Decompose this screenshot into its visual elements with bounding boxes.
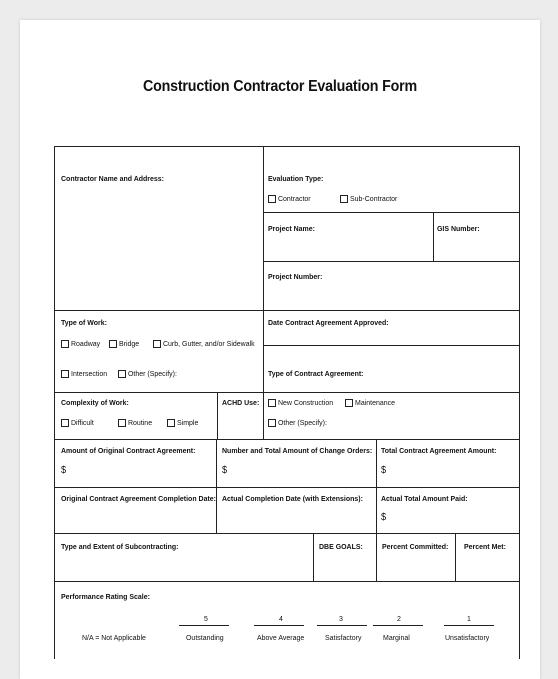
- row-divider: [55, 310, 519, 311]
- checkbox-intersection[interactable]: [61, 370, 69, 378]
- row-divider: [55, 581, 519, 582]
- checkbox-maintenance[interactable]: [345, 399, 353, 407]
- rating-score: 1: [467, 614, 471, 623]
- rating-score: 4: [279, 614, 283, 623]
- option-label: Intersection: [71, 369, 108, 378]
- option-label: Bridge: [119, 339, 140, 348]
- checkbox-roadway[interactable]: [61, 340, 69, 348]
- actual-completion-label: Actual Completion Date (with Extensions):: [222, 494, 363, 503]
- option-label: Sub-Contractor: [350, 194, 398, 203]
- col-divider: [376, 533, 377, 581]
- checkbox-other-work[interactable]: [118, 370, 126, 378]
- option-label: New Construction: [278, 398, 334, 407]
- actual-paid-value[interactable]: $: [381, 512, 387, 523]
- checkbox-contractor[interactable]: [268, 195, 276, 203]
- actual-paid-label: Actual Total Amount Paid:: [381, 494, 468, 503]
- total-amount-label: Total Contract Agreement Amount:: [381, 446, 497, 455]
- type-of-agreement-label: Type of Contract Agreement:: [268, 369, 364, 378]
- option-label: Roadway: [71, 339, 101, 348]
- rating-rule: [444, 625, 494, 626]
- rating-rule: [317, 625, 367, 626]
- rating-desc: Marginal: [383, 633, 410, 642]
- col-divider: [376, 439, 377, 533]
- amount-original-label: Amount of Original Contract Agreement:: [61, 446, 196, 455]
- total-amount-value[interactable]: $: [381, 465, 387, 476]
- form-title: Construction Contractor Evaluation Form: [142, 78, 418, 95]
- checkbox-subcontractor[interactable]: [340, 195, 348, 203]
- row-divider: [55, 533, 519, 534]
- rating-desc: Outstanding: [186, 633, 224, 642]
- rating-score: 3: [339, 614, 343, 623]
- gis-number-label: GIS Number:: [437, 224, 480, 233]
- rating-rule: [373, 625, 423, 626]
- row-divider: [55, 439, 519, 440]
- row-divider: [55, 392, 519, 393]
- col-divider: [455, 533, 456, 581]
- rating-scale-label: Performance Rating Scale:: [61, 592, 150, 601]
- percent-met-label: Percent Met:: [464, 542, 506, 551]
- row-divider: [55, 487, 519, 488]
- achd-use-label: ACHD Use:: [222, 398, 260, 407]
- original-completion-label: Original Contract Agreement Completion Date:: [61, 494, 217, 503]
- col-divider: [263, 147, 264, 439]
- rating-desc: Above Average: [257, 633, 305, 642]
- rating-score: 5: [204, 614, 208, 623]
- option-label: Curb, Gutter, and/or Sidewalk: [163, 339, 255, 348]
- option-label: Simple: [177, 418, 199, 427]
- option-label: Other (Specify):: [278, 418, 327, 427]
- date-approved-label: Date Contract Agreement Approved:: [268, 318, 389, 327]
- rating-rule: [254, 625, 304, 626]
- rating-desc: Satisfactory: [325, 633, 362, 642]
- option-label: Difficult: [71, 418, 94, 427]
- change-orders-label: Number and Total Amount of Change Orders:: [222, 446, 373, 455]
- checkbox-curb-gutter-sidewalk[interactable]: [153, 340, 161, 348]
- project-name-label: Project Name:: [268, 224, 315, 233]
- checkbox-routine[interactable]: [118, 419, 126, 427]
- row-divider: [263, 212, 519, 213]
- checkbox-other-agreement[interactable]: [268, 419, 276, 427]
- dbe-goals-label: DBE GOALS:: [319, 542, 363, 551]
- na-legend: N/A = Not Applicable: [82, 633, 146, 642]
- checkbox-difficult[interactable]: [61, 419, 69, 427]
- contractor-name-label: Contractor Name and Address:: [61, 174, 165, 183]
- rating-rule: [179, 625, 229, 626]
- project-number-label: Project Number:: [268, 272, 323, 281]
- subcontracting-label: Type and Extent of Subcontracting:: [61, 542, 179, 551]
- col-divider: [433, 212, 434, 261]
- evaluation-type-label: Evaluation Type:: [268, 174, 324, 183]
- rating-score: 2: [397, 614, 401, 623]
- checkbox-bridge[interactable]: [109, 340, 117, 348]
- col-divider: [217, 392, 218, 439]
- option-label: Routine: [128, 418, 153, 427]
- evaluation-form: [54, 146, 520, 659]
- checkbox-new-construction[interactable]: [268, 399, 276, 407]
- option-label: Other (Specify):: [128, 369, 177, 378]
- row-divider: [263, 345, 519, 346]
- col-divider: [216, 439, 217, 533]
- percent-committed-label: Percent Committed:: [382, 542, 449, 551]
- change-orders-value[interactable]: $: [222, 465, 228, 476]
- document-page: [20, 20, 540, 679]
- option-label: Maintenance: [355, 398, 396, 407]
- amount-original-value[interactable]: $: [61, 465, 67, 476]
- row-divider: [263, 261, 519, 262]
- type-of-work-label: Type of Work:: [61, 318, 107, 327]
- col-divider: [313, 533, 314, 581]
- complexity-label: Complexity of Work:: [61, 398, 129, 407]
- checkbox-simple[interactable]: [167, 419, 175, 427]
- rating-desc: Unsatisfactory: [445, 633, 490, 642]
- option-label: Contractor: [278, 194, 311, 203]
